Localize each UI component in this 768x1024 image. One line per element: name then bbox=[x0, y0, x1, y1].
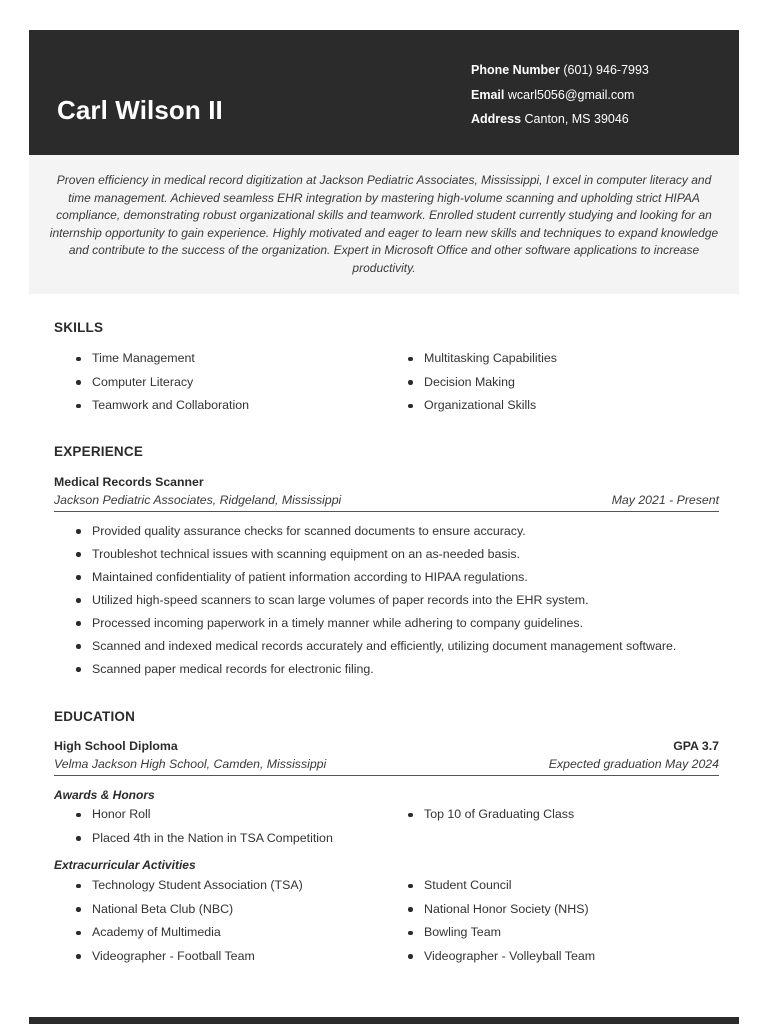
list-item: Videographer - Volleyball Team bbox=[406, 945, 726, 969]
email-line bbox=[471, 83, 649, 108]
skills-heading: SKILLS bbox=[54, 320, 104, 335]
list-item: Scanned and indexed medical records accurately and efficiently, utilizing document management software. bbox=[74, 635, 734, 658]
gpa-value: GPA 3.7 bbox=[673, 739, 719, 753]
awards-list-left bbox=[74, 803, 394, 850]
graduation-date: Expected graduation May 2024 bbox=[548, 757, 719, 771]
candidate-name: Carl Wilson II bbox=[57, 95, 223, 125]
list-item: Placed 4th in the Nation in TSA Competition bbox=[74, 827, 394, 851]
extracurricular-heading: Extracurricular Activities bbox=[54, 858, 196, 872]
awards-heading: Awards & Honors bbox=[54, 788, 155, 802]
email-value: wcarl5056@gmail.com bbox=[507, 87, 635, 102]
extracurricular-list-right bbox=[406, 874, 726, 968]
awards-list-right bbox=[406, 803, 726, 827]
list-item: Computer Literacy bbox=[74, 371, 394, 395]
email-label: Email bbox=[471, 87, 505, 102]
phone-line bbox=[471, 58, 649, 83]
list-item: Videographer - Football Team bbox=[74, 945, 394, 969]
list-item: Top 10 of Graduating Class bbox=[406, 803, 726, 827]
footer-bar bbox=[29, 1017, 739, 1024]
list-item: Provided quality assurance checks for scanned documents to ensure accuracy. bbox=[74, 520, 734, 543]
list-item: Decision Making bbox=[406, 371, 726, 395]
list-item: Bowling Team bbox=[406, 921, 726, 945]
skills-list-left bbox=[74, 347, 394, 418]
skills-list-right bbox=[406, 347, 726, 418]
school-subline bbox=[54, 757, 719, 776]
contact-info bbox=[471, 58, 649, 132]
address-line bbox=[471, 107, 649, 132]
extracurricular-list-left bbox=[74, 874, 394, 968]
education-heading: EDUCATION bbox=[54, 709, 136, 724]
list-item: Organizational Skills bbox=[406, 394, 726, 418]
address-value: Canton, MS 39046 bbox=[524, 112, 629, 126]
phone-value: (601) 946-7993 bbox=[563, 63, 649, 77]
list-item: Utilized high-speed scanners to scan large volumes of paper records into the EHR system. bbox=[74, 589, 734, 612]
job-title: Medical Records Scanner bbox=[54, 475, 204, 489]
list-item: Teamwork and Collaboration bbox=[74, 394, 394, 418]
address-label: Address bbox=[471, 112, 522, 126]
school-name: Velma Jackson High School, Camden, Mississippi bbox=[54, 757, 327, 771]
job-subline bbox=[54, 493, 719, 512]
experience-heading: EXPERIENCE bbox=[54, 444, 144, 459]
job-company: Jackson Pediatric Associates, Ridgeland, Mississippi bbox=[54, 493, 342, 507]
list-item: Scanned paper medical records for electronic filing. bbox=[74, 658, 734, 681]
list-item: National Honor Society (NHS) bbox=[406, 898, 726, 922]
job-dates: May 2021 - Present bbox=[611, 493, 719, 507]
list-item: Multitasking Capabilities bbox=[406, 347, 726, 371]
list-item: Academy of Multimedia bbox=[74, 921, 394, 945]
phone-label: Phone Number bbox=[471, 63, 560, 77]
list-item: Honor Roll bbox=[74, 803, 394, 827]
list-item: Time Management bbox=[74, 347, 394, 371]
list-item: Maintained confidentiality of patient information according to HIPAA regulations. bbox=[74, 566, 734, 589]
list-item: National Beta Club (NBC) bbox=[74, 898, 394, 922]
list-item: Processed incoming paperwork in a timely manner while adhering to company guidelines. bbox=[74, 612, 734, 635]
degree-title: High School Diploma bbox=[54, 739, 178, 753]
list-item: Student Council bbox=[406, 874, 726, 898]
list-item: Technology Student Association (TSA) bbox=[74, 874, 394, 898]
professional-summary: Proven efficiency in medical record digitization at Jackson Pediatric Associates, Mississippi, I excel in computer literacy and time management. Achieved seamless EHR integration by mastering high-volume scanning and upholding strict HIPAA compliance, demonstrating robust organizational skills and teamwork. Enrolled student currently studying and looking for an internship opportunity to gain experience. Highly motivated and eager to learn new skills and techniques to expand knowledge and contribute to the success of the organization. Expert in Microsoft Office and other software applications to increase productivity. bbox=[29, 155, 739, 294]
list-item: Troubleshot technical issues with scanning equipment on an as-needed basis. bbox=[74, 543, 734, 566]
header-banner bbox=[29, 30, 739, 155]
experience-bullets bbox=[74, 520, 734, 681]
